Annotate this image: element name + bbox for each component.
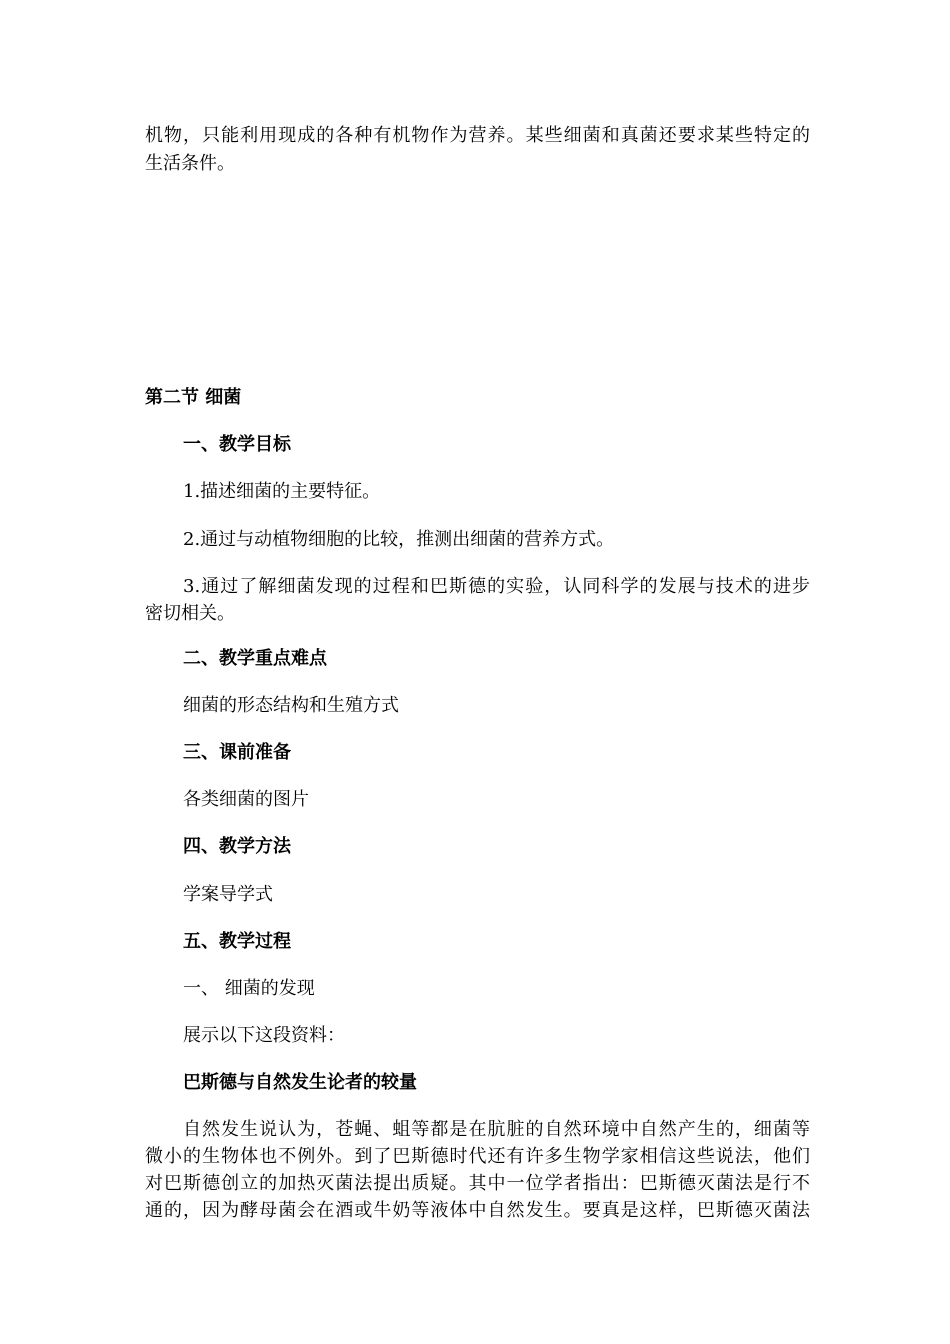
material-title: 巴斯德与自然发生论者的较量 xyxy=(183,1072,417,1093)
goals-heading: 一、教学目标 xyxy=(183,434,291,455)
key-points-heading: 二、教学重点难点 xyxy=(183,648,327,669)
process-heading: 五、教学过程 xyxy=(183,931,291,952)
material-para-line-4: 通的，因为酵母菌会在酒或牛奶等液体中自然发生。要真是这样，巴斯德灭菌法 xyxy=(145,1200,810,1221)
material-para-line-2: 微小的生物体也不例外。到了巴斯德时代还有许多生物学家相信这些说法，他们 xyxy=(145,1146,810,1167)
material-para-line-1: 自然发生说认为，苍蝇、蛆等都是在肮脏的自然环境中自然产生的，细菌等 xyxy=(183,1119,810,1140)
method-text: 学案导学式 xyxy=(183,884,273,905)
material-para-line-3: 对巴斯德创立的加热灭菌法提出质疑。其中一位学者指出：巴斯德灭菌法是行不 xyxy=(145,1173,810,1194)
goal-item-1: 1.描述细菌的主要特征。 xyxy=(183,481,381,502)
goal-item-3-line-2: 密切相关。 xyxy=(145,603,235,624)
process-show: 展示以下这段资料： xyxy=(183,1025,345,1046)
intro-line-2: 生活条件。 xyxy=(145,153,235,174)
key-points-text: 细菌的形态结构和生殖方式 xyxy=(183,695,399,716)
section-title: 第二节 细菌 xyxy=(145,387,242,408)
goal-item-2: 2.通过与动植物细胞的比较，推测出细菌的营养方式。 xyxy=(183,529,615,550)
preparation-text: 各类细菌的图片 xyxy=(183,789,309,810)
intro-line-1: 机物，只能利用现成的各种有机物作为营养。某些细菌和真菌还要求某些特定的 xyxy=(145,125,810,146)
method-heading: 四、教学方法 xyxy=(183,836,291,857)
preparation-heading: 三、课前准备 xyxy=(183,742,291,763)
process-sub-1: 一、 细菌的发现 xyxy=(183,978,315,999)
goal-item-3-line-1: 3.通过了解细菌发现的过程和巴斯德的实验，认同科学的发展与技术的进步 xyxy=(183,576,810,597)
